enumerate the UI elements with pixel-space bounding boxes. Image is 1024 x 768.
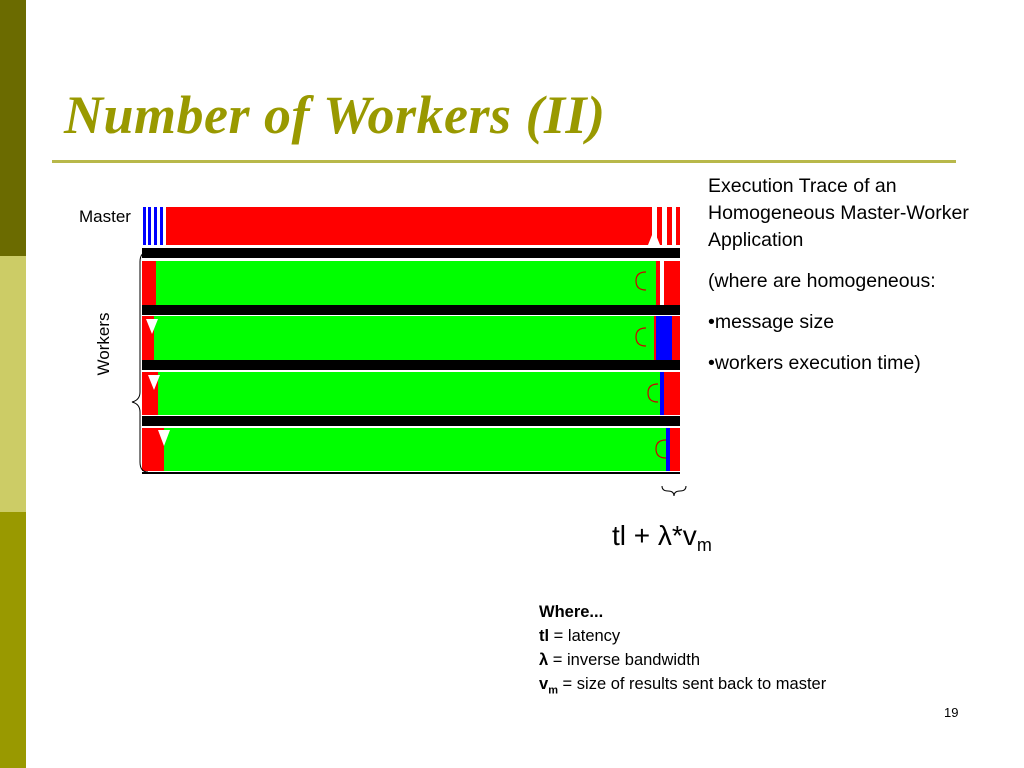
worker-1-wait-end	[656, 261, 680, 305]
legend-inverse-bandwidth: λ = inverse bandwidth	[539, 651, 700, 669]
formula	[612, 520, 712, 556]
description-line-1: Execution Trace of an Homogeneous Master-Worker Application	[708, 175, 969, 251]
worker-4-compute-bar	[142, 428, 680, 471]
title-underline	[52, 160, 956, 163]
worker-4-send-mark	[666, 428, 670, 471]
worker-row-1	[142, 261, 680, 305]
worker-4-wait-end	[670, 428, 680, 471]
execution-trace-figure	[120, 200, 700, 500]
worker-row-3	[142, 372, 680, 415]
worker-3-send-mark	[660, 372, 664, 415]
formula-sub: m	[696, 535, 712, 555]
sidebar-stripe-bottom	[0, 512, 26, 768]
execution-trace	[120, 200, 700, 505]
legend-result-size: $v_m$ = size of results sent back to master	[539, 675, 827, 697]
sidebar-stripe-middle	[0, 256, 26, 512]
worker-3-wait-end	[664, 372, 680, 415]
worker-2-compute-bar	[142, 316, 680, 360]
master-recv-gap-2	[662, 207, 667, 245]
separator-4	[142, 416, 680, 426]
worker-1-wait-start	[142, 261, 156, 305]
master-row	[142, 207, 680, 245]
separator-1	[142, 248, 680, 258]
workers-label: Workers	[94, 312, 113, 376]
latency-brace	[662, 486, 686, 496]
page-number: 19	[944, 705, 959, 720]
worker-1-send-mark	[660, 261, 664, 305]
description-line-2: (where are homogeneous:	[708, 270, 936, 292]
legend	[539, 600, 826, 702]
master-busy-bar	[142, 207, 680, 245]
master-send-mark-3	[154, 207, 157, 245]
trace-description	[708, 173, 998, 391]
worker-row-4	[142, 428, 680, 471]
description-line-4: •workers execution time)	[708, 352, 921, 374]
master-send-mark-1	[143, 207, 146, 245]
worker-1-compute-bar	[142, 261, 680, 305]
separator-2	[142, 305, 680, 315]
legend-heading: Where...	[539, 603, 604, 621]
worker-row-2	[142, 316, 680, 360]
master-label: Master	[79, 207, 131, 226]
legend-latency: tl = latency	[539, 627, 621, 645]
worker-3-compute-bar	[142, 372, 680, 415]
sidebar-stripe-top	[0, 0, 26, 256]
formula-main: tl + λ*v	[612, 520, 697, 551]
trace-baseline	[142, 472, 680, 474]
separator-3	[142, 360, 680, 370]
master-recv-gap-3	[672, 207, 676, 245]
description-line-3: •message size	[708, 311, 835, 333]
master-send-mark-4	[160, 207, 163, 245]
worker-2-send-block	[656, 316, 672, 360]
master-send-mark-2	[148, 207, 151, 245]
slide-title: Number of Workers (II)	[64, 85, 606, 145]
